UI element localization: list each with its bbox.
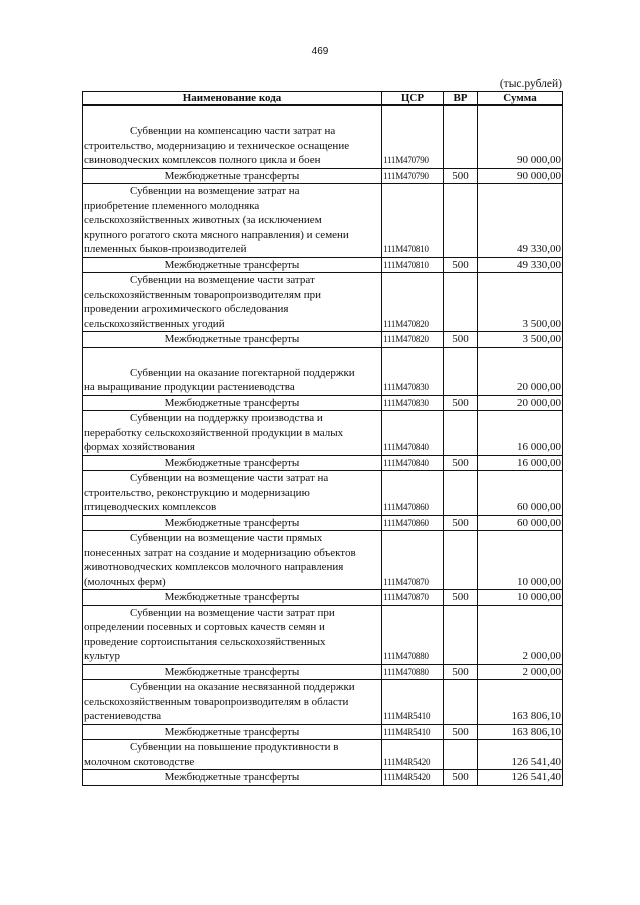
vr-cell: 500 <box>444 168 478 184</box>
vr-cell <box>444 273 478 332</box>
subvention-name-cell: Субвенции на возмещение затрат на приобретение племенного молодняка сельскохозяйственных животных (за исключением крупного рогатого скота мясного направления) и семени племенных быков-производителей <box>83 184 382 258</box>
csr-cell: 111М470820 <box>382 273 444 332</box>
csr-cell: 111М470870 <box>382 590 444 606</box>
sum-cell: 20 000,00 <box>478 347 563 395</box>
transfer-name-cell: Межбюджетные трансферты <box>83 770 382 786</box>
subvention-row <box>83 273 563 332</box>
sum-cell: 20 000,00 <box>478 395 563 411</box>
transfer-row <box>83 590 563 606</box>
vr-cell <box>444 740 478 770</box>
csr-cell: 111М470860 <box>382 471 444 516</box>
vr-cell: 500 <box>444 770 478 786</box>
sum-cell: 49 330,00 <box>478 184 563 258</box>
table-body <box>83 105 563 785</box>
subvention-row <box>83 471 563 516</box>
vr-cell <box>444 531 478 590</box>
transfer-name-cell: Межбюджетные трансферты <box>83 395 382 411</box>
table-header-row <box>83 92 563 106</box>
units-label: (тыс.рублей) <box>499 78 562 90</box>
transfer-name-cell: Межбюджетные трансферты <box>83 168 382 184</box>
csr-cell: 111М470840 <box>382 455 444 471</box>
subvention-name-cell: Субвенции на возмещение части прямых понесенных затрат на создание и модернизацию объектов животноводческих комплексов молочного направления (молочных ферм) <box>83 531 382 590</box>
subvention-row <box>83 105 563 168</box>
vr-cell: 500 <box>444 455 478 471</box>
vr-cell: 500 <box>444 332 478 348</box>
transfer-row <box>83 332 563 348</box>
subvention-row <box>83 531 563 590</box>
csr-cell: 111М470810 <box>382 184 444 258</box>
transfer-row <box>83 724 563 740</box>
csr-cell: 111М470810 <box>382 257 444 273</box>
transfer-row <box>83 770 563 786</box>
csr-cell: 111М4R5420 <box>382 770 444 786</box>
vr-cell <box>444 471 478 516</box>
transfer-name-cell: Межбюджетные трансферты <box>83 257 382 273</box>
sum-cell: 10 000,00 <box>478 531 563 590</box>
header-csr: ЦСР <box>382 92 444 106</box>
csr-cell: 111М4R5410 <box>382 680 444 725</box>
vr-cell <box>444 105 478 168</box>
csr-cell: 111М470840 <box>382 411 444 456</box>
subvention-name-cell: Субвенции на повышение продуктивности в молочном скотоводстве <box>83 740 382 770</box>
transfer-name-cell: Межбюджетные трансферты <box>83 724 382 740</box>
vr-cell: 500 <box>444 664 478 680</box>
sum-cell: 49 330,00 <box>478 257 563 273</box>
vr-cell: 500 <box>444 257 478 273</box>
page-number: 469 <box>311 46 329 57</box>
vr-cell <box>444 605 478 664</box>
sum-cell: 90 000,00 <box>478 105 563 168</box>
subvention-name-cell: Субвенции на возмещение части затрат на строительство, реконструкцию и модернизацию птицеводческих комплексов <box>83 471 382 516</box>
vr-cell <box>444 184 478 258</box>
vr-cell: 500 <box>444 724 478 740</box>
vr-cell <box>444 347 478 395</box>
csr-cell: 111М470880 <box>382 664 444 680</box>
csr-cell: 111М4R5420 <box>382 740 444 770</box>
transfer-name-cell: Межбюджетные трансферты <box>83 515 382 531</box>
vr-cell <box>444 411 478 456</box>
sum-cell: 2 000,00 <box>478 664 563 680</box>
csr-cell: 111М470830 <box>382 395 444 411</box>
subvention-row <box>83 740 563 770</box>
subvention-name-cell: Субвенции на оказание погектарной поддержки на выращивание продукции растениеводства <box>83 347 382 395</box>
csr-cell: 111М470830 <box>382 347 444 395</box>
sum-cell: 60 000,00 <box>478 515 563 531</box>
transfer-row <box>83 395 563 411</box>
vr-cell <box>444 680 478 725</box>
sum-cell: 126 541,40 <box>478 770 563 786</box>
sum-cell: 3 500,00 <box>478 332 563 348</box>
transfer-name-cell: Межбюджетные трансферты <box>83 590 382 606</box>
subvention-name-cell: Субвенции на поддержку производства и переработку сельскохозяйственной продукции в малых формах хозяйствования <box>83 411 382 456</box>
transfer-name-cell: Межбюджетные трансферты <box>83 664 382 680</box>
transfer-row <box>83 168 563 184</box>
sum-cell: 10 000,00 <box>478 590 563 606</box>
header-name: Наименование кода <box>83 92 382 106</box>
subvention-name-cell: Субвенции на компенсацию части затрат на строительство, модернизацию и техническое оснащение свиноводческих комплексов полного цикла и боен <box>83 105 382 168</box>
sum-cell: 3 500,00 <box>478 273 563 332</box>
transfer-row <box>83 257 563 273</box>
csr-cell: 111М470880 <box>382 605 444 664</box>
csr-cell: 111М470820 <box>382 332 444 348</box>
transfer-row <box>83 515 563 531</box>
sum-cell: 90 000,00 <box>478 168 563 184</box>
header-sum: Сумма <box>478 92 563 106</box>
transfer-row <box>83 455 563 471</box>
sum-cell: 16 000,00 <box>478 455 563 471</box>
sum-cell: 126 541,40 <box>478 740 563 770</box>
sum-cell: 16 000,00 <box>478 411 563 456</box>
sum-cell: 2 000,00 <box>478 605 563 664</box>
csr-cell: 111М470860 <box>382 515 444 531</box>
header-vr: ВР <box>444 92 478 106</box>
csr-cell: 111М470870 <box>382 531 444 590</box>
sum-cell: 163 806,10 <box>478 724 563 740</box>
vr-cell: 500 <box>444 515 478 531</box>
subvention-row <box>83 680 563 725</box>
csr-cell: 111М4R5410 <box>382 724 444 740</box>
subvention-name-cell: Субвенции на возмещение части затрат при определении посевных и сортовых качеств семян и проведение сортоиспытания сельскохозяйственных культур <box>83 605 382 664</box>
subvention-name-cell: Субвенции на возмещение части затрат сельскохозяйственным товаропроизводителям при проведении агрохимического обследования сельскохозяйственных угодий <box>83 273 382 332</box>
subvention-row <box>83 184 563 258</box>
csr-cell: 111М470790 <box>382 168 444 184</box>
transfer-name-cell: Межбюджетные трансферты <box>83 332 382 348</box>
subvention-row <box>83 347 563 395</box>
vr-cell: 500 <box>444 395 478 411</box>
vr-cell: 500 <box>444 590 478 606</box>
sum-cell: 163 806,10 <box>478 680 563 725</box>
subvention-row <box>83 605 563 664</box>
subvention-name-cell: Субвенции на оказание несвязанной поддержки сельскохозяйственным товаропроизводителям в области растениеводства <box>83 680 382 725</box>
csr-cell: 111М470790 <box>382 105 444 168</box>
transfer-name-cell: Межбюджетные трансферты <box>83 455 382 471</box>
transfer-row <box>83 664 563 680</box>
subvention-row <box>83 411 563 456</box>
sum-cell: 60 000,00 <box>478 471 563 516</box>
budget-table <box>82 91 563 786</box>
